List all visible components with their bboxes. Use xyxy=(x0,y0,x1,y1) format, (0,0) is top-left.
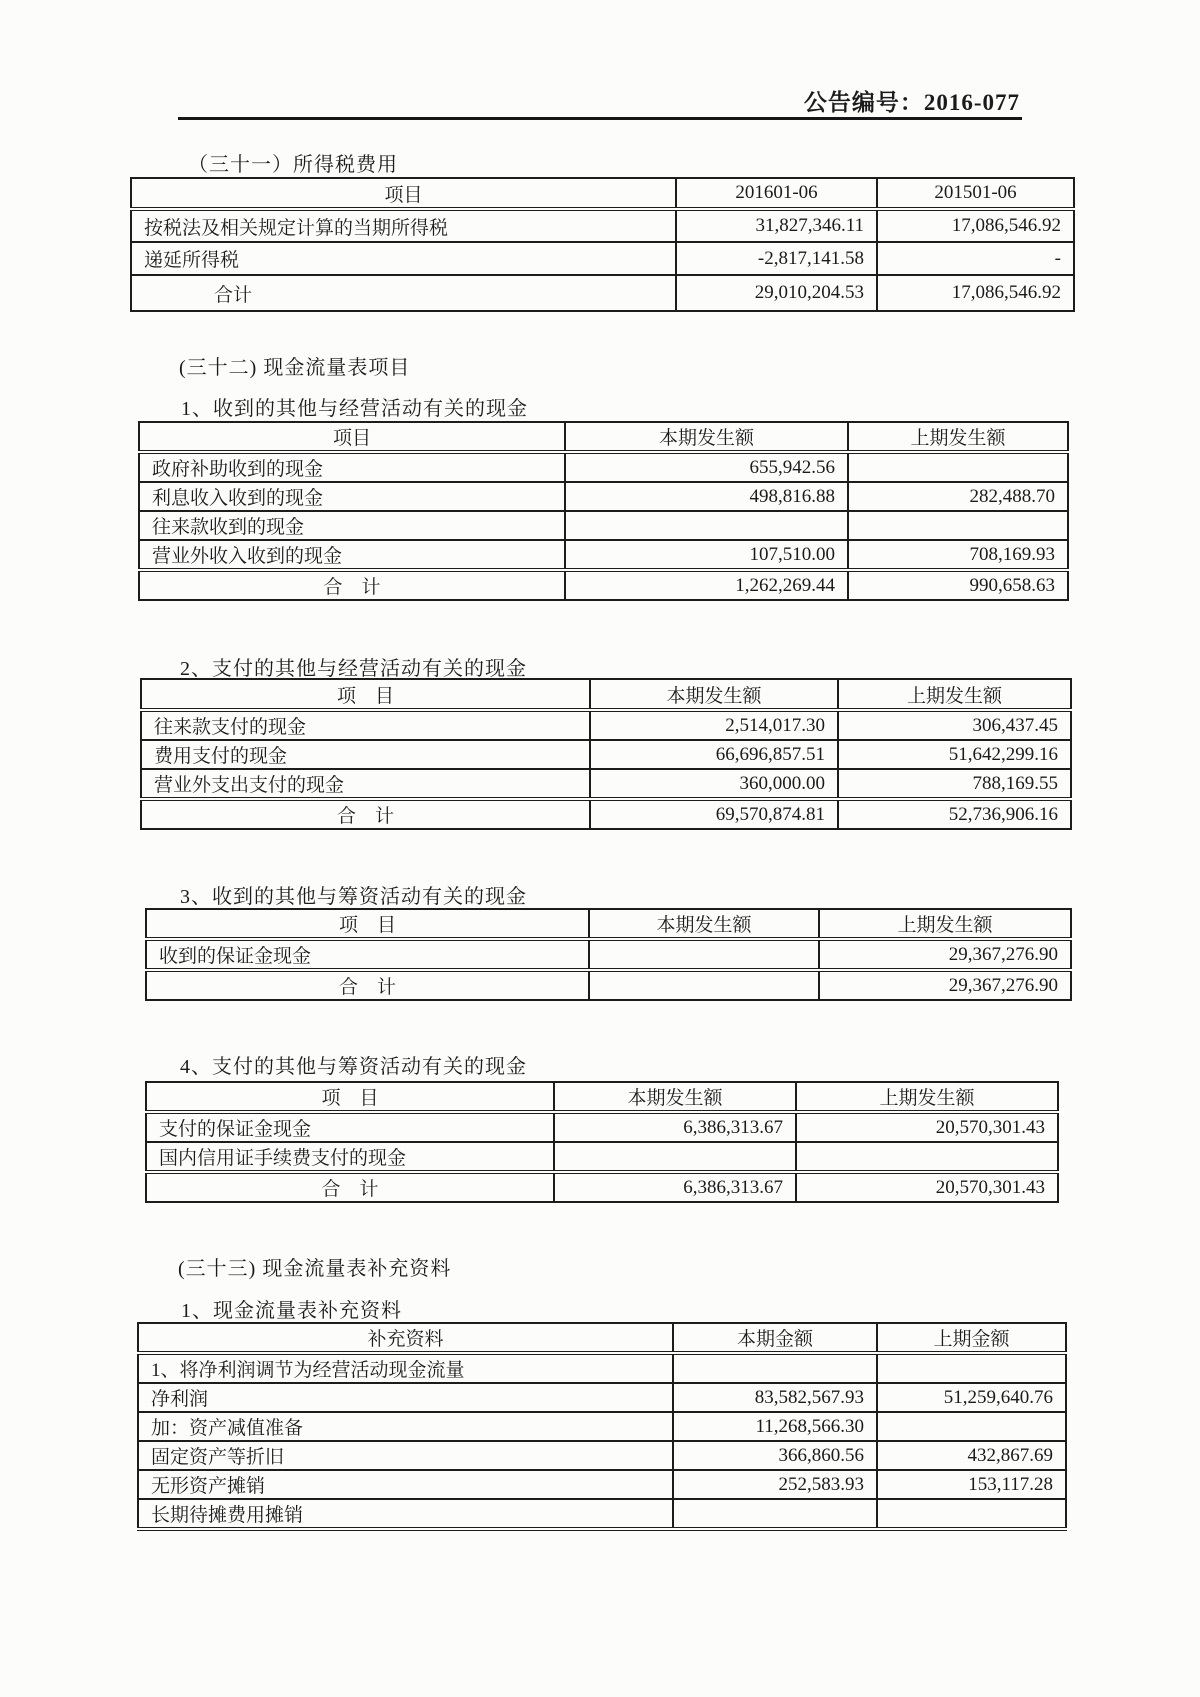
table-header-row xyxy=(139,422,1068,452)
cell: 支付的保证金现金 xyxy=(146,1112,554,1142)
cell: 107,510.00 xyxy=(565,540,848,570)
cell: 合 计 xyxy=(139,570,565,600)
subsection-title-32-3: 3、收到的其他与筹资活动有关的现金 xyxy=(180,886,527,908)
cell: 合 计 xyxy=(141,799,590,829)
header-cell: 上期发生额 xyxy=(819,909,1071,939)
cell: 17,086,546.92 xyxy=(877,275,1074,311)
table-row xyxy=(131,209,1074,242)
header-cell: 项目 xyxy=(139,422,565,452)
cell: 83,582,567.93 xyxy=(673,1383,877,1412)
cell: 政府补助收到的现金 xyxy=(139,452,565,482)
header-cell: 项 目 xyxy=(141,679,590,710)
cell: 708,169.93 xyxy=(848,540,1068,570)
cell: 6,386,313.67 xyxy=(554,1172,796,1202)
table-row xyxy=(138,1383,1066,1412)
subsection-title-32-2: 2、支付的其他与经营活动有关的现金 xyxy=(180,658,527,680)
cell: 合 计 xyxy=(146,970,589,1000)
header-cell: 201501-06 xyxy=(877,178,1074,209)
cell xyxy=(673,1499,877,1529)
cell: 合 计 xyxy=(146,1172,554,1202)
operating-cash-received-table xyxy=(138,421,1069,601)
cell: 合计 xyxy=(131,275,676,311)
cell: 432,867.69 xyxy=(877,1441,1066,1470)
table-row xyxy=(141,740,1071,769)
cell: 252,583.93 xyxy=(673,1470,877,1499)
cell: 366,860.56 xyxy=(673,1441,877,1470)
total-row xyxy=(131,275,1074,311)
header-cell: 本期发生额 xyxy=(565,422,848,452)
cell: 51,642,299.16 xyxy=(838,740,1071,769)
cell: 788,169.55 xyxy=(838,769,1071,799)
header-cell: 上期发生额 xyxy=(838,679,1071,710)
section-title-32: (三十二) 现金流量表项目 xyxy=(179,357,411,379)
table-row xyxy=(146,939,1071,970)
header-rule xyxy=(178,117,1022,120)
cell: 营业外支出支付的现金 xyxy=(141,769,590,799)
cell: 往来款收到的现金 xyxy=(139,511,565,540)
subsection-title-32-4: 4、支付的其他与筹资活动有关的现金 xyxy=(180,1056,527,1078)
cell xyxy=(848,511,1068,540)
income-tax-table xyxy=(130,177,1075,312)
cell: 52,736,906.16 xyxy=(838,799,1071,829)
cell: 990,658.63 xyxy=(848,570,1068,600)
table-row xyxy=(139,511,1068,540)
cell: 6,386,313.67 xyxy=(554,1112,796,1142)
cell: 费用支付的现金 xyxy=(141,740,590,769)
header-cell: 补充资料 xyxy=(138,1323,673,1353)
total-row xyxy=(139,570,1068,600)
table-row xyxy=(138,1470,1066,1499)
cell: 498,816.88 xyxy=(565,482,848,511)
cell: 往来款支付的现金 xyxy=(141,710,590,740)
table-header-row xyxy=(131,178,1074,209)
header-cell: 上期金额 xyxy=(877,1323,1066,1353)
table-row xyxy=(138,1441,1066,1470)
table-row xyxy=(141,769,1071,799)
subsection-title-33-1: 1、现金流量表补充资料 xyxy=(181,1300,402,1322)
header-cell: 项目 xyxy=(131,178,676,209)
header-cell: 本期发生额 xyxy=(554,1082,796,1112)
cell xyxy=(589,939,819,970)
cell: 655,942.56 xyxy=(565,452,848,482)
cell: 66,696,857.51 xyxy=(590,740,838,769)
table-row xyxy=(138,1353,1066,1383)
cell: 29,367,276.90 xyxy=(819,970,1071,1000)
cell: 69,570,874.81 xyxy=(590,799,838,829)
header-cell: 项 目 xyxy=(146,1082,554,1112)
cell: 306,437.45 xyxy=(838,710,1071,740)
cell xyxy=(589,970,819,1000)
cell: 按税法及相关规定计算的当期所得税 xyxy=(131,209,676,242)
cell: 51,259,640.76 xyxy=(877,1383,1066,1412)
table-row xyxy=(131,242,1074,275)
section-title-31: （三十一）所得税费用 xyxy=(188,154,398,176)
cell: -2,817,141.58 xyxy=(676,242,877,275)
header-cell: 本期发生额 xyxy=(590,679,838,710)
header-cell: 本期发生额 xyxy=(589,909,819,939)
cell: 20,570,301.43 xyxy=(796,1112,1058,1142)
cell xyxy=(877,1353,1066,1383)
cell: - xyxy=(877,242,1074,275)
table-row xyxy=(139,540,1068,570)
cell: 282,488.70 xyxy=(848,482,1068,511)
cell xyxy=(673,1353,877,1383)
cell xyxy=(877,1412,1066,1441)
header-cell: 上期发生额 xyxy=(796,1082,1058,1112)
cell xyxy=(796,1142,1058,1172)
table-row xyxy=(146,1112,1058,1142)
header-cell: 本期金额 xyxy=(673,1323,877,1353)
cell: 20,570,301.43 xyxy=(796,1172,1058,1202)
cell: 1、将净利润调节为经营活动现金流量 xyxy=(138,1353,673,1383)
financing-cash-paid-table xyxy=(145,1081,1059,1203)
total-row xyxy=(141,799,1071,829)
cell: 无形资产摊销 xyxy=(138,1470,673,1499)
table-row xyxy=(138,1499,1066,1529)
table-header-row xyxy=(138,1323,1066,1353)
table-header-row xyxy=(141,679,1071,710)
cell: 360,000.00 xyxy=(590,769,838,799)
total-row xyxy=(146,1172,1058,1202)
cell: 利息收入收到的现金 xyxy=(139,482,565,511)
total-row xyxy=(146,970,1071,1000)
cell: 11,268,566.30 xyxy=(673,1412,877,1441)
cell: 固定资产等折旧 xyxy=(138,1441,673,1470)
operating-cash-paid-table xyxy=(140,678,1072,830)
table-row xyxy=(146,1142,1058,1172)
cell xyxy=(848,452,1068,482)
section-title-33: (三十三) 现金流量表补充资料 xyxy=(178,1258,452,1280)
table-header-row xyxy=(146,1082,1058,1112)
cell: 长期待摊费用摊销 xyxy=(138,1499,673,1529)
table-header-row xyxy=(146,909,1071,939)
cell: 17,086,546.92 xyxy=(877,209,1074,242)
cell: 营业外收入收到的现金 xyxy=(139,540,565,570)
header-cell: 项 目 xyxy=(146,909,589,939)
cash-flow-supplement-table xyxy=(137,1322,1067,1531)
table-row xyxy=(139,452,1068,482)
cell: 净利润 xyxy=(138,1383,673,1412)
cell: 收到的保证金现金 xyxy=(146,939,589,970)
cell xyxy=(565,511,848,540)
financing-cash-received-table xyxy=(145,908,1072,1001)
cell: 加：资产减值准备 xyxy=(138,1412,673,1441)
table-row xyxy=(138,1412,1066,1441)
cell: 29,367,276.90 xyxy=(819,939,1071,970)
table-row xyxy=(139,482,1068,511)
header-cell: 上期发生额 xyxy=(848,422,1068,452)
header-cell: 201601-06 xyxy=(676,178,877,209)
cell: 递延所得税 xyxy=(131,242,676,275)
cell: 29,010,204.53 xyxy=(676,275,877,311)
cell: 153,117.28 xyxy=(877,1470,1066,1499)
cell: 31,827,346.11 xyxy=(676,209,877,242)
doc-number: 公告编号：2016-077 xyxy=(803,90,1020,115)
subsection-title-32-1: 1、收到的其他与经营活动有关的现金 xyxy=(181,398,528,420)
cell: 2,514,017.30 xyxy=(590,710,838,740)
cell: 1,262,269.44 xyxy=(565,570,848,600)
table-row xyxy=(141,710,1071,740)
cell xyxy=(554,1142,796,1172)
cell xyxy=(877,1499,1066,1529)
cell: 国内信用证手续费支付的现金 xyxy=(146,1142,554,1172)
